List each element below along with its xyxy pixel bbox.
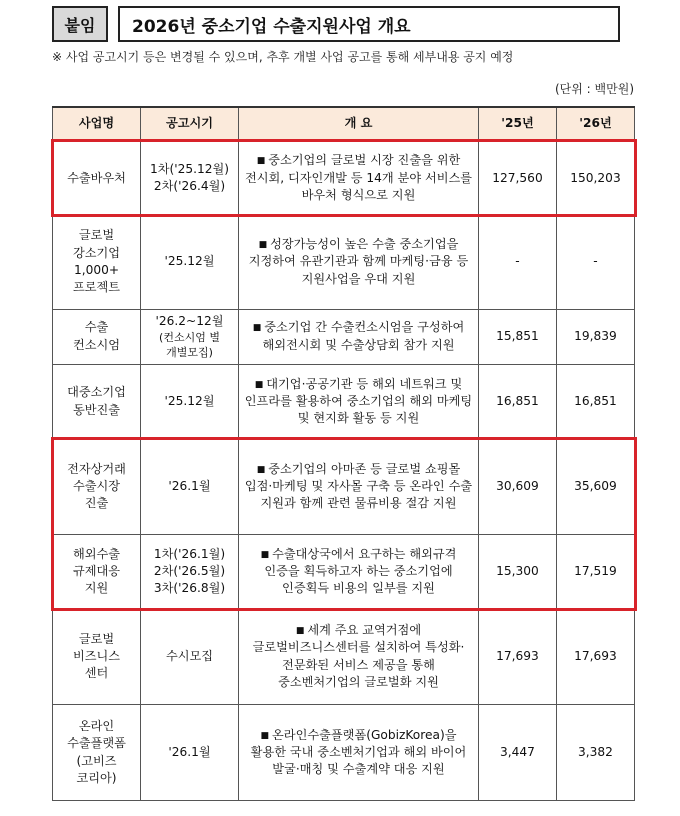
program-name-line: 글로벌 bbox=[78, 631, 115, 646]
table-row bbox=[53, 309, 635, 365]
program-name-line: (고비즈 bbox=[76, 753, 117, 768]
header-overview: 개 요 bbox=[239, 107, 479, 141]
program-name-cell bbox=[53, 705, 141, 801]
table-header-row bbox=[53, 107, 635, 141]
attachment-badge: 붙임 bbox=[52, 6, 108, 42]
announcement-cell bbox=[141, 141, 239, 215]
announcement-line: 2차('26.5월) bbox=[153, 563, 226, 578]
program-name-line: 지원 bbox=[84, 581, 109, 596]
square-bullet-icon: ■ bbox=[256, 156, 266, 167]
program-name-line: 전자상거래 bbox=[67, 461, 126, 476]
program-name-cell bbox=[53, 365, 141, 439]
square-bullet-icon: ■ bbox=[256, 464, 266, 475]
announcement-line: '25.12월 bbox=[164, 254, 215, 269]
table-row bbox=[53, 215, 635, 309]
program-name-line: 규제대응 bbox=[72, 563, 121, 578]
program-name-cell bbox=[53, 609, 141, 705]
program-name-line: 진출 bbox=[84, 496, 109, 511]
program-table bbox=[52, 106, 635, 801]
announcement-line: 1차('26.1월) bbox=[153, 546, 226, 561]
overview-text: 온라인수출플랫폼(GobizKorea)을 활용한 국내 중소벤처기업과 해외 바이어 발굴·매칭 및 수출계약 대응 지원 bbox=[250, 727, 467, 777]
notice-text: ※ 사업 공고시기 등은 변경될 수 있으며, 추후 개별 사업 공고를 통해 세부내용 공지 예정 bbox=[52, 50, 514, 64]
announcement-cell bbox=[141, 535, 239, 609]
budget-2025-cell: 17,693 bbox=[479, 609, 557, 705]
announcement-line: 2차('26.4월) bbox=[153, 179, 226, 194]
square-bullet-icon: ■ bbox=[254, 379, 264, 390]
table-row bbox=[53, 609, 635, 705]
table-row bbox=[53, 439, 635, 535]
overview-text: 중소기업의 아마존 등 글로벌 쇼핑몰 입점·마케팅 및 자사몰 구축 등 온라인 수출 지원과 함께 관련 물류비용 절감 지원 bbox=[244, 461, 473, 511]
announcement-line: 1차('25.12월) bbox=[149, 161, 230, 176]
announcement-line: '26.2~12월 bbox=[155, 313, 224, 328]
overview-text: 성장가능성이 높은 수출 중소기업을 지정하여 유관기관과 함께 마케팅·금융 등 지원사업을 우대 지원 bbox=[248, 237, 469, 286]
budget-2025-cell: 15,851 bbox=[479, 309, 557, 365]
budget-2025-cell: - bbox=[479, 215, 557, 309]
program-name-line: 수출 bbox=[84, 320, 109, 335]
overview-cell bbox=[239, 215, 479, 309]
unit-label: (단위 : 백만원) bbox=[555, 82, 634, 96]
program-name-line: 동반진출 bbox=[72, 402, 121, 417]
program-name-line: 해외수출 bbox=[72, 546, 121, 561]
program-name-line: 수출시장 bbox=[72, 478, 121, 493]
budget-2025-cell: 16,851 bbox=[479, 365, 557, 439]
overview-text: 수출대상국에서 요구하는 해외규격 인증을 획득하고자 하는 중소기업에 인증획득 비용의 일부를 지원 bbox=[264, 546, 457, 596]
budget-2025-cell: 30,609 bbox=[479, 439, 557, 535]
program-name-line: 대중소기업 bbox=[67, 385, 126, 400]
announcement-line: '26.1월 bbox=[168, 478, 211, 493]
table-row bbox=[53, 535, 635, 609]
table-body bbox=[53, 141, 635, 801]
announcement-cell bbox=[141, 609, 239, 705]
announcement-line: '25.12월 bbox=[164, 393, 215, 408]
budget-2025-cell: 127,560 bbox=[479, 141, 557, 215]
overview-text: 중소기업 간 수출컨소시엄을 구성하여 해외전시회 및 수출상담회 참가 지원 bbox=[262, 320, 465, 352]
announcement-subnote: 개별모집) bbox=[166, 346, 213, 360]
budget-2026-cell: 19,839 bbox=[557, 309, 635, 365]
announcement-line: 3차('26.8월) bbox=[153, 581, 226, 596]
header-program-name: 사업명 bbox=[53, 107, 141, 141]
program-name-line: 컨소시엄 bbox=[72, 337, 121, 352]
overview-cell bbox=[239, 609, 479, 705]
announcement-subnote: (컨소시엄 별 bbox=[159, 330, 220, 344]
document-title: 2026년 중소기업 수출지원사업 개요 bbox=[118, 6, 620, 42]
budget-2026-cell: 3,382 bbox=[557, 705, 635, 801]
announcement-cell bbox=[141, 215, 239, 309]
program-name-line: 수출플랫폼 bbox=[67, 736, 126, 751]
announcement-cell bbox=[141, 309, 239, 365]
budget-2026-cell: 35,609 bbox=[557, 439, 635, 535]
title-row bbox=[52, 6, 620, 42]
square-bullet-icon: ■ bbox=[260, 549, 270, 560]
square-bullet-icon: ■ bbox=[295, 625, 305, 636]
program-name-cell bbox=[53, 215, 141, 309]
announcement-cell bbox=[141, 439, 239, 535]
program-name-line: 1,000+ bbox=[73, 263, 120, 277]
program-name-line: 수출바우처 bbox=[67, 170, 126, 185]
square-bullet-icon: ■ bbox=[260, 730, 270, 741]
announcement-line: 수시모집 bbox=[165, 648, 214, 663]
overview-cell bbox=[239, 705, 479, 801]
header-budget-2025: '25년 bbox=[479, 107, 557, 141]
program-name-cell bbox=[53, 535, 141, 609]
budget-2026-cell: 17,519 bbox=[557, 535, 635, 609]
budget-2026-cell: 150,203 bbox=[557, 141, 635, 215]
square-bullet-icon: ■ bbox=[252, 323, 262, 334]
program-name-line: 코리아) bbox=[76, 770, 117, 785]
program-name-line: 온라인 bbox=[78, 718, 115, 733]
square-bullet-icon: ■ bbox=[258, 240, 268, 250]
program-name-line: 글로벌 bbox=[78, 228, 115, 243]
table-row bbox=[53, 365, 635, 439]
budget-2026-cell: - bbox=[557, 215, 635, 309]
program-name-line: 강소기업 bbox=[72, 245, 121, 260]
announcement-line: '26.1월 bbox=[168, 744, 211, 759]
announcement-cell bbox=[141, 365, 239, 439]
overview-cell bbox=[239, 309, 479, 365]
overview-text: 중소기업의 글로벌 시장 진출을 위한 전시회, 디자인개발 등 14개 분야 서비스를 바우처 형식으로 지원 bbox=[244, 153, 473, 202]
budget-2026-cell: 17,693 bbox=[557, 609, 635, 705]
overview-cell bbox=[239, 535, 479, 609]
budget-2025-cell: 3,447 bbox=[479, 705, 557, 801]
budget-2026-cell: 16,851 bbox=[557, 365, 635, 439]
table-row bbox=[53, 141, 635, 215]
budget-2025-cell: 15,300 bbox=[479, 535, 557, 609]
program-name-line: 비즈니스 bbox=[72, 648, 121, 663]
overview-cell bbox=[239, 365, 479, 439]
program-name-cell bbox=[53, 439, 141, 535]
program-name-cell bbox=[53, 309, 141, 365]
announcement-cell bbox=[141, 705, 239, 801]
overview-text: 대기업·공공기관 등 해외 네트워크 및 인프라를 활용하여 중소기업의 해외 마케팅 및 현지화 활동 등 지원 bbox=[244, 376, 473, 426]
header-budget-2026: '26년 bbox=[557, 107, 635, 141]
overview-cell bbox=[239, 141, 479, 215]
header-announcement: 공고시기 bbox=[141, 107, 239, 141]
program-name-line: 센터 bbox=[84, 666, 109, 681]
table-row bbox=[53, 705, 635, 801]
overview-cell bbox=[239, 439, 479, 535]
program-name-line: 프로젝트 bbox=[72, 280, 121, 295]
program-name-cell bbox=[53, 141, 141, 215]
overview-text: 세계 주요 교역거점에 글로벌비즈니스센터를 설치하여 특성화·전문화된 서비스 제공을 통해 중소벤처기업의 글로벌화 지원 bbox=[252, 622, 465, 689]
